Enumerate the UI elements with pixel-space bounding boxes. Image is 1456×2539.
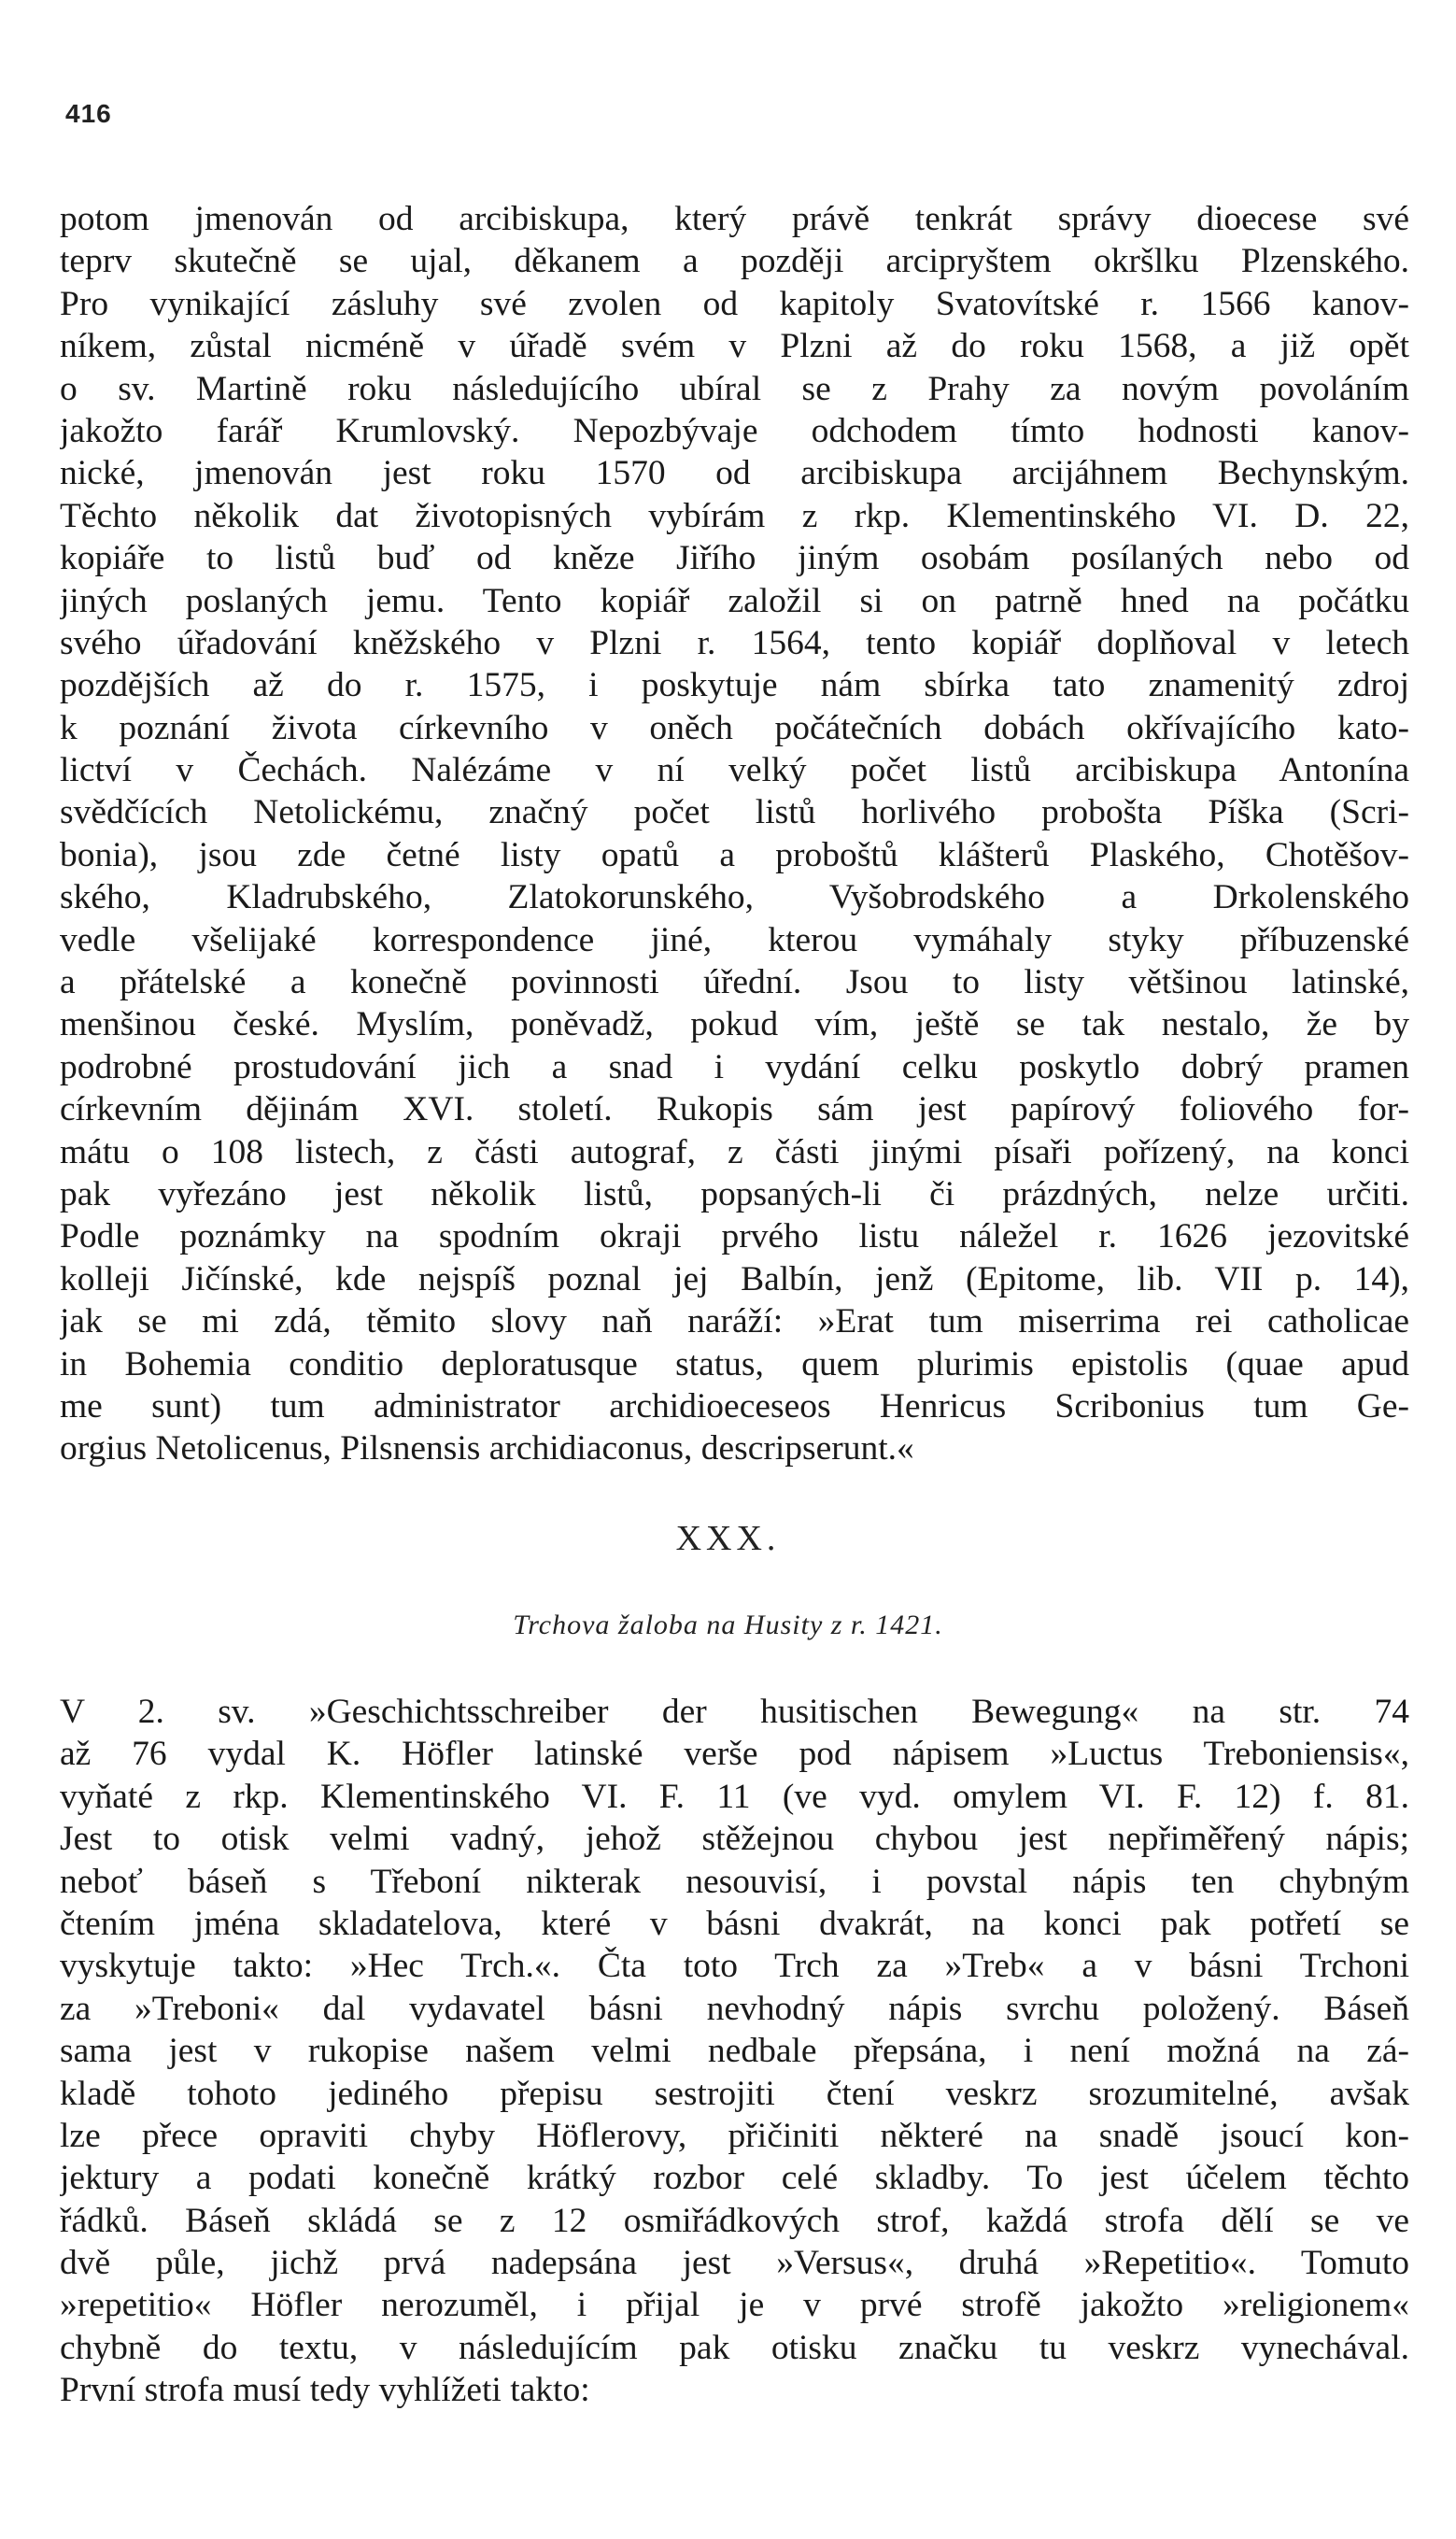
text-line: kopiáře to listů buď od kněze Jiřího jiným osobám posílaných nebo od (60, 539, 1409, 578)
text-line: me sunt) tum administrator archidioeceseos Henricus Scribonius tum Ge- (60, 1386, 1409, 1426)
text-line: jiných poslaných jemu. Tento kopiář založil si on patrně hned na počátku (60, 581, 1409, 620)
text-line: pozdějších až do r. 1575, i poskytuje nám sbírka tato znamenitý zdroj (60, 666, 1409, 705)
text-line: Pro vynikající zásluhy své zvolen od kapitoly Svatovítské r. 1566 kanov- (60, 284, 1409, 323)
text-line: za »Treboni« dal vydavatel básni nevhodný nápis svrchu položený. Báseň (60, 1989, 1409, 2028)
text-line: orgius Netolicenus, Pilsnensis archidiaconus, descripserunt.« (60, 1429, 914, 1468)
text-line: teprv skutečně se ujal, děkanem a později arcipryštem okršlku Plzenského. (60, 242, 1409, 281)
paragraph-section-intro (60, 1691, 1409, 2412)
text-line: menšinou české. Myslím, poněvadž, pokud vím, ještě se tak nestalo, že by (60, 1005, 1409, 1044)
text-line: o sv. Martině roku následujícího ubíral se z Prahy za novým povoláním (60, 369, 1409, 408)
text-line: Jest to otisk velmi vadný, jehož stěžejnou chybou jest nepřiměřený nápis; (60, 1820, 1409, 1859)
text-line: ského, Kladrubského, Zlatokorunského, Vyšobrodského a Drkolenského (60, 878, 1409, 917)
text-line: čtením jména skladatelova, které v básni dvakrát, na konci pak potřetí se (60, 1904, 1409, 1943)
text-line: církevním dějinám XVI. století. Rukopis sám jest papírový foliového for- (60, 1090, 1409, 1129)
text-line: jakožto farář Krumlovský. Nepozbývaje odchodem tímto hodnosti kanov- (60, 411, 1409, 450)
text-line: Podle poznámky na spodním okraji prvého listu náležel r. 1626 jezovitské (60, 1217, 1409, 1256)
text-line: jektury a podati konečně krátký rozbor celé skladby. To jest účelem těchto (60, 2159, 1409, 2198)
text-line: in Bohemia conditio deploratusque status, quem plurimis epistolis (quae apud (60, 1344, 1409, 1383)
text-line: a přátelské a konečně povinnosti úřední. Jsou to listy většinou latinské, (60, 963, 1409, 1002)
text-line: kladě tohoto jediného přepisu sestrojiti čtení veskrz srozumitelné, avšak (60, 2074, 1409, 2113)
text-line: neboť báseň s Třeboní nikterak nesouvisí, i povstal nápis ten chybným (60, 1862, 1409, 1901)
page-number: 416 (65, 99, 112, 128)
text-line: chybně do textu, v následujícím pak otisku značku tu veskrz vynechával. (60, 2328, 1409, 2367)
text-line: »repetitio« Höfler nerozuměl, i přijal je v prvé strofě jakožto »religionem« (60, 2286, 1409, 2325)
section-heading: XXX. (675, 1519, 781, 1558)
text-line: až 76 vydal K. Höfler latinské verše pod nápisem »Luctus Treboniensis«, (60, 1735, 1409, 1774)
text-line: řádků. Báseň skládá se z 12 osmiřádkových strof, každá strofa dělí se ve (60, 2201, 1409, 2240)
text-line: První strofa musí tedy vyhlížeti takto: (60, 2371, 590, 2410)
text-line: lictví v Čechách. Nalézáme v ní velký počet listů arcibiskupa Antonína (60, 751, 1409, 790)
text-line: lze přece opraviti chyby Höflerovy, přičiniti některé na snadě jsoucí kon- (60, 2116, 1409, 2155)
text-line: dvě půle, jichž prvá nadepsána jest »Versus«, druhá »Repetitio«. Tomuto (60, 2244, 1409, 2283)
text-line: svého úřadování kněžského v Plzni r. 1564, tento kopiář doplňoval v letech (60, 623, 1409, 662)
text-line: vyskytuje takto: »Hec Trch.«. Čta toto Trch za »Treb« a v básni Trchoni (60, 1947, 1409, 1986)
text-line: kolleji Jičínské, kde nejspíš poznal jej Balbín, jenž (Epitome, lib. VII p. 14), (60, 1259, 1409, 1298)
text-line: k poznání života církevního v oněch počátečních dobách okřívajícího kato- (60, 708, 1409, 747)
text-line: vyňaté z rkp. Klementinského VI. F. 11 (ve vyd. omylem VI. F. 12) f. 81. (60, 1777, 1409, 1816)
text-line: mátu o 108 listech, z části autograf, z části jinými písaři pořízený, na konci (60, 1132, 1409, 1171)
paragraph-body (60, 198, 1409, 1470)
text-line: Těchto několik dat životopisných vybírám z rkp. Klementinského VI. D. 22, (60, 496, 1409, 535)
text-line: podrobné prostudování jich a snad i vydání celku poskytlo dobrý pramen (60, 1047, 1409, 1086)
text-line: svědčících Netolickému, značný počet listů horlivého probošta Píška (Scri- (60, 793, 1409, 832)
text-line: potom jmenován od arcibiskupa, který právě tenkrát správy dioecese své (60, 200, 1409, 238)
text-line: níkem, zůstal nicméně v úřadě svém v Plzni až do roku 1568, a již opět (60, 327, 1409, 366)
text-line: vedle všelijaké korrespondence jiné, kterou vymáhaly styky příbuzenské (60, 920, 1409, 959)
text-line: sama jest v rukopise našem velmi nedbale přepsána, i není možná na zá- (60, 2032, 1409, 2071)
section-subtitle: Trchova žaloba na Husity z r. 1421. (513, 1610, 943, 1640)
text-line: bonia), jsou zde četné listy opatů a proboštů klášterů Plaského, Chotěšov- (60, 835, 1409, 874)
text-line: jak se mi zdá, těmito slovy naň naráží: »Erat tum miserrima rei catholicae (60, 1302, 1409, 1341)
text-line: nické, jmenován jest roku 1570 od arcibiskupa arcijáhnem Bechynským. (60, 454, 1409, 493)
text-line: pak vyřezáno jest několik listů, popsaných-li či prázdných, nelze určiti. (60, 1174, 1409, 1213)
text-line: V 2. sv. »Geschichtsschreiber der husitischen Bewegung« na str. 74 (60, 1693, 1409, 1731)
